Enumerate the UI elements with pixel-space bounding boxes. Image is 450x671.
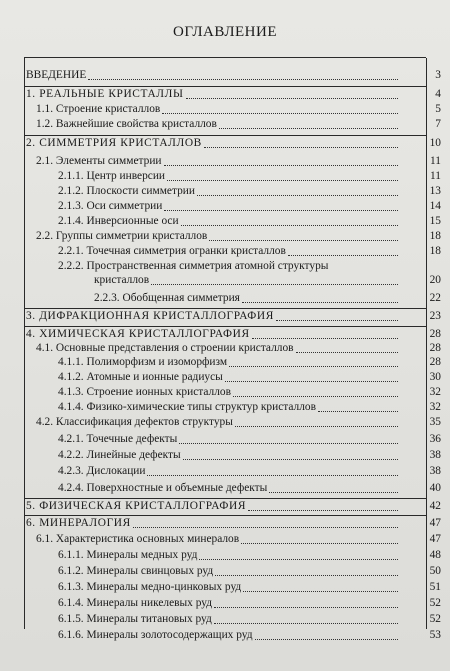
toc-entry-title: кристаллов xyxy=(94,274,150,286)
toc-dot-leader xyxy=(241,543,398,544)
toc-page-number: 3 xyxy=(435,69,441,81)
toc-page-number: 11 xyxy=(430,170,441,182)
toc-dot-leader xyxy=(219,128,398,129)
toc-page-number: 47 xyxy=(429,533,441,545)
toc-dot-leader xyxy=(167,180,398,181)
toc-dot-leader xyxy=(225,381,398,382)
toc-entry-title: 4. ХИМИЧЕСКАЯ КРИСТАЛЛОГРАФИЯ xyxy=(26,328,250,340)
toc-page-number: 10 xyxy=(429,137,441,149)
toc-dot-leader xyxy=(186,98,399,99)
toc-entry-title: 2.2.2. Пространственная симметрия атомной структуры xyxy=(58,260,329,272)
toc-dot-leader xyxy=(199,559,398,560)
page-title: ОГЛАВЛЕНИЕ xyxy=(173,24,277,40)
toc-entry-title: 5. ФИЗИЧЕСКАЯ КРИСТАЛЛОГРАФИЯ xyxy=(26,500,247,512)
toc-page-number: 50 xyxy=(429,565,441,577)
toc-dot-leader xyxy=(181,225,398,226)
toc-dot-leader xyxy=(252,338,398,339)
frame-line xyxy=(24,58,25,629)
toc-dot-leader xyxy=(151,284,398,285)
toc-page-number: 11 xyxy=(430,155,441,167)
toc-page-number: 28 xyxy=(429,328,441,340)
toc-entry-title: 6.1. Характеристика основных минералов xyxy=(36,533,240,545)
toc-page-number: 23 xyxy=(429,310,441,322)
toc-page-number: 14 xyxy=(429,200,441,212)
toc-page-number: 35 xyxy=(429,416,441,428)
toc-dot-leader xyxy=(147,475,398,476)
toc-page-number: 28 xyxy=(429,342,441,354)
toc-page-number: 36 xyxy=(429,433,441,445)
toc-entry-title: 4.2.4. Поверхностные и объемные дефекты xyxy=(58,482,268,494)
toc-page-number: 51 xyxy=(429,581,441,593)
section-rule xyxy=(24,326,426,327)
toc-entry-title: 2.1.2. Плоскости симметрии xyxy=(58,185,195,197)
section-rule xyxy=(24,135,426,136)
toc-dot-leader xyxy=(88,79,398,80)
toc-entry-title: 2.2.1. Точечная симметрия огранки кристаллов xyxy=(58,245,286,257)
toc-page-number: 13 xyxy=(429,185,441,197)
toc-dot-leader xyxy=(288,255,398,256)
toc-dot-leader xyxy=(215,575,398,576)
toc-entry-title: 6.1.2. Минералы свинцовых руд xyxy=(58,565,214,577)
toc-page-number: 38 xyxy=(429,465,441,477)
toc-entry-title: 6.1.1. Минералы медных руд xyxy=(58,549,198,561)
toc-entry-title: 6.1.5. Минералы титановых руд xyxy=(58,613,212,625)
toc-dot-leader xyxy=(242,302,398,303)
toc-dot-leader xyxy=(197,195,398,196)
toc-entry-title: 4.1. Основные представления о строении кристаллов xyxy=(36,342,294,354)
toc-entry-title: 2.2.3. Обобщенная симметрия xyxy=(94,292,240,304)
toc-dot-leader xyxy=(318,411,398,412)
section-rule xyxy=(24,515,426,516)
toc-page-number: 5 xyxy=(435,103,441,115)
toc-dot-leader xyxy=(214,607,398,608)
toc-dot-leader xyxy=(235,426,398,427)
toc-entry-title: 4.1.4. Физико-химические типы структур кристаллов xyxy=(58,401,316,413)
toc-entry-title: 6.1.4. Минералы никелевых руд xyxy=(58,597,213,609)
toc-dot-leader xyxy=(269,492,398,493)
toc-page-number: 20 xyxy=(429,274,441,286)
toc-page-number: 47 xyxy=(429,517,441,529)
toc-entry-title: 2. СИММЕТРИЯ КРИСТАЛЛОВ xyxy=(26,137,202,149)
toc-entry-title: 2.2. Группы симметрии кристаллов xyxy=(36,230,208,242)
toc-page-number: 52 xyxy=(429,613,441,625)
toc-entry-title: 6. МИНЕРАЛОГИЯ xyxy=(26,517,131,529)
toc-entry-title: 6.1.6. Минералы золотосодержащих руд xyxy=(58,629,253,641)
toc-dot-leader xyxy=(229,366,398,367)
toc-dot-leader xyxy=(276,320,398,321)
toc-entry-title: 4.2. Классификация дефектов структуры xyxy=(36,416,233,428)
toc-entry-title: 4.1.2. Атомные и ионные радиусы xyxy=(58,371,223,383)
toc-dot-leader xyxy=(164,165,398,166)
section-rule xyxy=(24,86,426,87)
toc-page-number: 15 xyxy=(429,215,441,227)
toc-dot-leader xyxy=(243,591,398,592)
toc-entry-title: 4.2.3. Дислокации xyxy=(58,465,146,477)
toc-page-number: 53 xyxy=(429,629,441,641)
toc-entry-title: 1.1. Строение кристаллов xyxy=(36,103,161,115)
toc-entry-title: 2.1. Элементы симметрии xyxy=(36,155,162,167)
toc-entry-title: 4.1.3. Строение ионных кристаллов xyxy=(58,386,231,398)
toc-page-number: 42 xyxy=(429,500,441,512)
toc-entry-title: 4.1.1. Полиморфизм и изоморфизм xyxy=(58,356,228,368)
toc-page-number: 22 xyxy=(429,292,441,304)
toc-dot-leader xyxy=(209,240,398,241)
toc-dot-leader xyxy=(255,639,398,640)
toc-dot-leader xyxy=(179,443,398,444)
toc-dot-leader xyxy=(248,510,398,511)
toc-page-number: 38 xyxy=(429,449,441,461)
toc-entry-title: ВВЕДЕНИЕ xyxy=(26,69,87,81)
toc-entry-title: 2.1.3. Оси симметрии xyxy=(58,200,163,212)
toc-page-number: 18 xyxy=(429,245,441,257)
toc-dot-leader xyxy=(133,527,398,528)
toc-dot-leader xyxy=(214,623,398,624)
toc-dot-leader xyxy=(296,352,398,353)
toc-page-number: 32 xyxy=(429,386,441,398)
toc-page-number: 30 xyxy=(429,371,441,383)
toc-page-number: 28 xyxy=(429,356,441,368)
section-rule xyxy=(24,498,426,499)
toc-dot-leader xyxy=(233,396,398,397)
toc-dot-leader xyxy=(204,147,398,148)
toc-dot-leader xyxy=(162,113,398,114)
toc-entry-title: 2.1.4. Инверсионные оси xyxy=(58,215,179,227)
toc-entry-title: 3. ДИФРАКЦИОННАЯ КРИСТАЛЛОГРАФИЯ xyxy=(26,310,274,322)
toc-entry-title: 6.1.3. Минералы медно-цинковых руд xyxy=(58,581,242,593)
toc-page-number: 7 xyxy=(435,118,441,130)
toc-page-number: 4 xyxy=(435,88,441,100)
toc-entry-title: 4.2.1. Точечные дефекты xyxy=(58,433,178,445)
toc-entry-title: 1. РЕАЛЬНЫЕ КРИСТАЛЛЫ xyxy=(26,88,184,100)
toc-dot-leader xyxy=(164,210,398,211)
toc-page-number: 18 xyxy=(429,230,441,242)
toc-page-number: 32 xyxy=(429,401,441,413)
toc-page-number: 40 xyxy=(429,482,441,494)
toc-dot-leader xyxy=(183,459,398,460)
toc-entry-title: 4.2.2. Линейные дефекты xyxy=(58,449,181,461)
section-rule xyxy=(24,308,426,309)
toc-entry-title: 1.2. Важнейшие свойства кристаллов xyxy=(36,118,217,130)
frame-line xyxy=(426,58,427,629)
toc-page-number: 52 xyxy=(429,597,441,609)
toc-entry-title: 2.1.1. Центр инверсии xyxy=(58,170,166,182)
toc-page-number: 48 xyxy=(429,549,441,561)
